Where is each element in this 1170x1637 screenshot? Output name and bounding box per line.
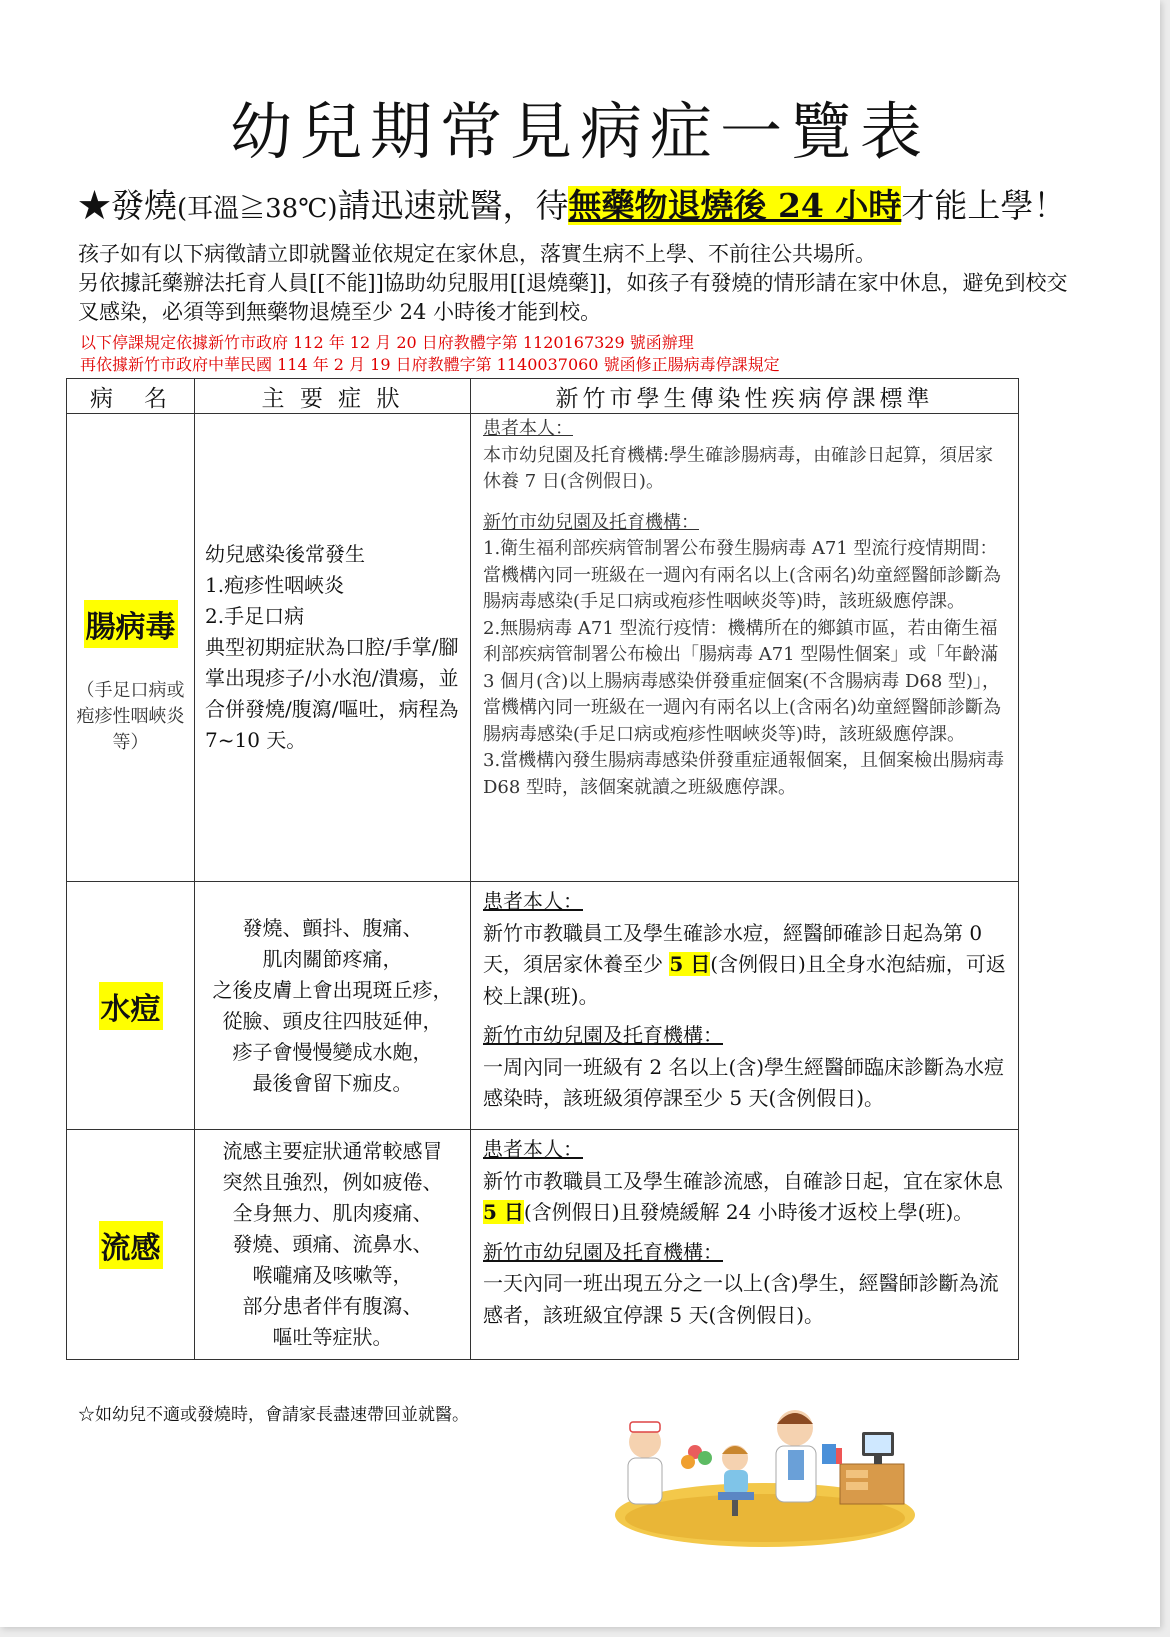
page-title: 幼兒期常見病症一覽表	[229, 95, 930, 168]
symptom-line: 典型初期症狀為口腔/手掌/腳掌出現疹子/小水泡/潰瘍，並合併發燒/腹瀉/嘔吐，病程為 7~10 天。	[205, 635, 459, 752]
symptoms-cell	[195, 414, 471, 882]
disease-name-cell	[67, 1130, 195, 1360]
symptom-line: 肌肉關節疼痛，	[262, 946, 403, 971]
disease-name: 水痘	[99, 982, 163, 1030]
institution-text: 一周內同一班級有 2 名以上(含)學生經醫師臨床診斷為水痘感染時，該班級須停課至少 5 天(含例假日)。	[483, 1054, 1005, 1110]
symptom-line: 嘔吐等症狀。	[272, 1325, 393, 1349]
symptoms-cell	[195, 882, 471, 1130]
disease-subname: （手足口病或疱疹性咽峽炎等）	[76, 679, 185, 753]
institution-item: 2.無腸病毒 A71 型流行疫情：機構所在的鄉鎮市區，若由衛生福利部疾病管制署公布檢出「腸病毒 A71 型陽性個案」或「年齡滿 3 個月(含)以上腸病毒感染併發重症個案(不含腸病毒 D68 型)」，當機構內同一班級在一週內有兩名以上(含兩名)幼童經醫師診斷為腸病毒感染(手足口病或疱疹性咽峽炎等)時，該班級應停課。	[483, 617, 1002, 745]
institution-title: 新竹市幼兒園及托育機構：	[483, 1023, 723, 1047]
symptom-line: 發燒、頭痛、流鼻水、	[232, 1232, 433, 1256]
symptom-line: 發燒、顫抖、腹痛、	[242, 915, 423, 940]
patient-title: 患者本人：	[483, 418, 573, 439]
standard-cell	[471, 882, 1019, 1130]
patient-text	[483, 1166, 1006, 1229]
table-row-enterovirus	[67, 414, 1019, 882]
symptom-line: 流感主要症狀通常較感冒	[222, 1139, 443, 1163]
regulation-note-1: 以下停課規定依據新竹市政府 112 年 12 月 20 日府教體字第 1120167329 號函辦理	[80, 333, 694, 352]
standard-cell	[471, 1130, 1019, 1360]
intro-line-1: 孩子如有以下病徵請立即就醫並依規定在家休息，落實生病不上學、不前往公共場所。	[78, 242, 876, 266]
symptom-line: 之後皮膚上會出現斑丘疹，	[212, 977, 453, 1002]
symptom-line: 1.疱疹性咽峽炎	[205, 573, 345, 597]
header-standard: 新竹市學生傳染性疾病停課標準	[471, 379, 1019, 414]
table-row-chickenpox	[67, 882, 1019, 1130]
symptom-line: 部分患者伴有腹瀉、	[242, 1294, 423, 1318]
institution-item: 3.當機構內發生腸病毒感染併發重症通報個案，且個案檢出腸病毒 D68 型時，該個案就讀之班級應停課。	[483, 750, 1005, 798]
disease-name: 腸病毒	[84, 600, 178, 648]
patient-title: 患者本人：	[483, 889, 583, 913]
standard-cell	[471, 414, 1019, 882]
disease-name: 流感	[99, 1221, 163, 1269]
table-row-flu	[67, 1130, 1019, 1360]
patient-text-a: 新竹市教職員工及學生確診水痘，經醫師確診日起為第 0 天，須居家休養至少	[483, 920, 983, 976]
symptom-line: 疹子會慢慢變成水皰，	[232, 1039, 433, 1064]
header-symptoms: 主 要 症 狀	[195, 379, 471, 414]
patient-text-b: (含例假日)且發燒緩解 24 小時後才返校上學(班)。	[523, 1200, 974, 1224]
symptom-line: 全身無力、肌肉痠痛、	[232, 1201, 433, 1225]
disease-name-cell	[67, 414, 195, 882]
notice-part3: 請迅速就醫，待	[337, 186, 569, 225]
intro-line-2: 另依據託藥辦法托育人員[[不能]]協助幼兒服用[[退燒藥]]，如孩子有發燒的情形請在家中休息，避免到校交叉感染，必須等到無藥物退燒至少 24 小時後才能到校。	[78, 271, 1068, 324]
regulation-notes	[80, 332, 1080, 376]
star-glyph: ★	[78, 186, 111, 225]
institution-title: 新竹市幼兒園及托育機構：	[483, 1239, 723, 1264]
patient-text: 本市幼兒園及托育機構:學生確診腸病毒，由確診日起算，須居家休養 7 日(含例假日)。	[483, 444, 994, 492]
clinic-illustration	[600, 1400, 930, 1550]
notice-part4: 才能上學！	[901, 186, 1067, 225]
symptom-line: 最後會留下痂皮。	[252, 1070, 413, 1095]
patient-text-highlight: 5 日	[483, 1200, 524, 1224]
symptom-line: 2.手足口病	[205, 604, 305, 628]
patient-text-highlight: 5 日	[669, 952, 711, 976]
fever-notice	[78, 180, 1098, 227]
symptom-line: 從臉、頭皮往四肢延伸，	[222, 1008, 443, 1033]
notice-part2: (耳溫≧38℃)	[177, 194, 338, 224]
symptoms-cell	[195, 1130, 471, 1360]
patient-text-b: (含例假日)且全身水泡結痂，可返校上課(班)。	[483, 952, 1006, 1008]
table-header-row	[67, 379, 1019, 414]
institution-title: 新竹市幼兒園及托育機構：	[483, 511, 699, 533]
notice-part1: 發燒	[111, 186, 177, 225]
symptom-line: 幼兒感染後常發生	[205, 542, 365, 566]
notice-highlight: 無藥物退燒後 24 小時	[568, 186, 902, 225]
symptom-line: 喉嚨痛及咳嗽等，	[252, 1263, 413, 1287]
regulation-note-2: 再依據新竹市政府中華民國 114 年 2 月 19 日府教體字第 1140037060 號函修正腸病毒停課規定	[80, 355, 780, 374]
intro-text	[78, 240, 1088, 327]
institution-item: 1.衛生福利部疾病管制署公布發生腸病毒 A71 型流行疫情期間：當機構內同一班級在一週內有兩名以上(含兩名)幼童經醫師診斷為腸病毒感染(手足口病或疱疹性咽峽炎等)時，該班級應停課。	[483, 538, 1002, 612]
patient-title: 患者本人：	[483, 1137, 583, 1161]
patient-text	[483, 918, 1006, 1013]
header-disease-name: 病 名	[67, 379, 195, 414]
footnote: ☆如幼兒不適或發燒時，會請家長盡速帶回並就醫。	[78, 1405, 469, 1425]
patient-text-a: 新竹市教職員工及學生確診流感，自確診日起，宜在家休息	[483, 1168, 1003, 1193]
disease-name-cell	[67, 882, 195, 1130]
disease-table	[66, 378, 1019, 1360]
institution-text: 一天內同一班出現五分之一以上(含)學生，經醫師診斷為流感者，該班級宜停課 5 天(含例假日)。	[483, 1271, 999, 1327]
symptom-line: 突然且強烈，例如疲倦、	[222, 1170, 443, 1194]
